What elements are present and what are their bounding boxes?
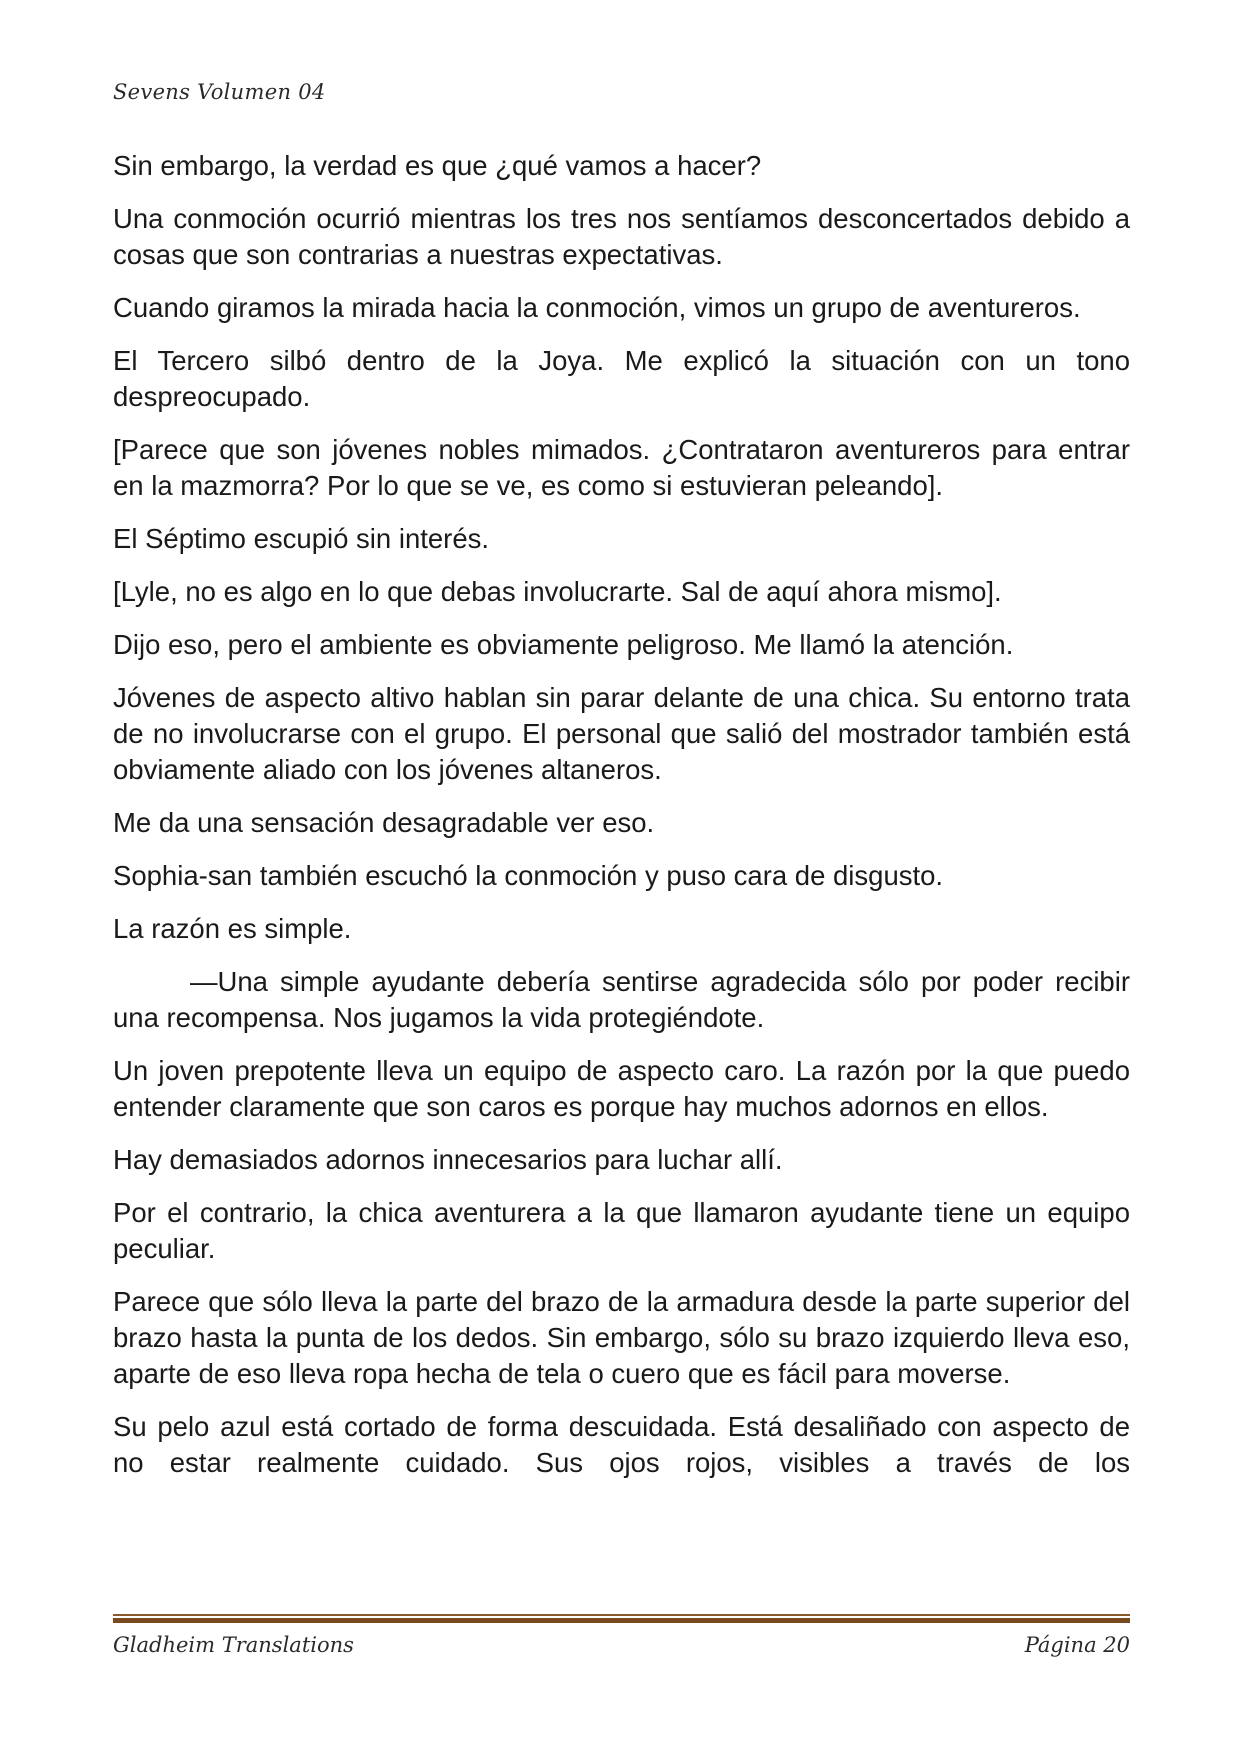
paragraph: Me da una sensación desagradable ver eso. [113,807,655,838]
running-header: Sevens Volumen 04 [113,80,326,104]
paragraph: Sin embargo, la verdad es que ¿qué vamos a hacer? [113,150,762,181]
paragraph: Parece que sólo lleva la parte del brazo de la armadura desde la parte superior del brazo hasta la punta de los dedos. Sin embargo, sólo su brazo izquierdo lleva eso, aparte de eso lleva ropa hecha de tela o cuero que es fácil para moverse. [113,1286,1130,1389]
paragraph: Un joven prepotente lleva un equipo de aspecto caro. La razón por la que puedo entender claramente que son caros es porque hay muchos adornos en ellos. [113,1055,1130,1122]
paragraph: Cuando giramos la mirada hacia la conmoción, vimos un grupo de aventureros. [113,292,1081,323]
footer-rule [113,1614,1130,1623]
paragraph: Hay demasiados adornos innecesarios para luchar allí. [113,1144,783,1175]
paragraph: [Lyle, no es algo en lo que debas involucrarte. Sal de aquí ahora mismo]. [113,576,1002,607]
paragraph: La razón es simple. [113,913,352,944]
paragraph: Por el contrario, la chica aventurera a la que llamaron ayudante tiene un equipo peculiar. [113,1197,1130,1264]
footer-translator: Gladheim Translations [113,1633,354,1657]
footer-rule-thick-line [113,1618,1130,1623]
body-text [113,148,1130,1481]
paragraph: Sophia-san también escuchó la conmoción y puso cara de disgusto. [113,860,944,891]
footer-rule-thin-line [113,1614,1130,1616]
paragraph-continued: Su pelo azul está cortado de forma descuidada. Está desaliñado con aspecto de no estar realmente cuidado. Sus ojos rojos, visibles a través de los [113,1411,1130,1478]
paragraph: Una conmoción ocurrió mientras los tres nos sentíamos desconcertados debido a cosas que son contrarias a nuestras expectativas. [113,203,1130,270]
paragraph: Jóvenes de aspecto altivo hablan sin parar delante de una chica. Su entorno trata de no involucrarse con el grupo. El personal que salió del mostrador también está obviamente aliado con los jóvenes altaneros. [113,682,1130,785]
paragraph: El Séptimo escupió sin interés. [113,523,490,554]
footer-page-number: Página 20 [1024,1633,1130,1657]
paragraph: Dijo eso, pero el ambiente es obviamente peligroso. Me llamó la atención. [113,629,1014,660]
paragraph: El Tercero silbó dentro de la Joya. Me explicó la situación con un tono despreocupado. [113,345,1130,412]
dialogue-paragraph: —Una simple ayudante debería sentirse agradecida sólo por poder recibir una recompensa. Nos jugamos la vida protegiéndote. [113,966,1130,1033]
paragraph: [Parece que son jóvenes nobles mimados. ¿Contrataron aventureros para entrar en la mazmorra? Por lo que se ve, es como si estuvieran peleando]. [113,434,1130,501]
